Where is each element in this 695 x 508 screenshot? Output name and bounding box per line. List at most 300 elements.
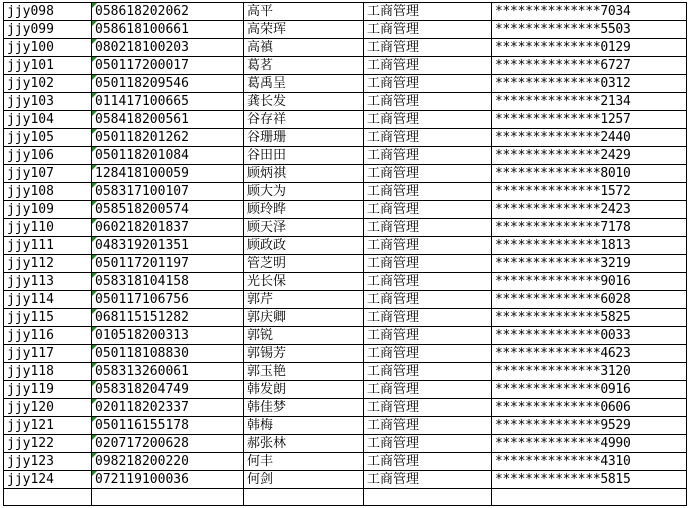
cell-department-text: 工商管理 xyxy=(367,382,420,397)
cell-id-number[interactable] xyxy=(492,237,687,255)
cell-id-number[interactable] xyxy=(492,435,687,453)
cell-student-name[interactable] xyxy=(244,273,364,291)
cell-department[interactable] xyxy=(364,183,492,201)
cell-student-name-text: 葛禹呈 xyxy=(247,76,287,91)
cell-student-name-text: 谷存祥 xyxy=(247,112,287,127)
cell-student-code[interactable] xyxy=(4,3,92,21)
cell-department-text: 工商管理 xyxy=(367,328,420,343)
cell-department[interactable] xyxy=(364,273,492,291)
cell-student-name-text: 高荣珲 xyxy=(247,22,287,37)
cell-department-text: 工商管理 xyxy=(367,148,420,163)
cell-exam-number-text: 050116155178 xyxy=(95,418,189,433)
cell-student-name[interactable] xyxy=(244,183,364,201)
cell-id-number[interactable] xyxy=(492,111,687,129)
cell-student-code-text: jjy107 xyxy=(7,166,54,181)
cell-id-number[interactable] xyxy=(492,273,687,291)
cell-id-number-empty[interactable] xyxy=(492,489,687,506)
cell-student-name-text: 顾玲晔 xyxy=(247,202,287,217)
cell-exam-number-text: 080218100203 xyxy=(95,40,189,55)
cell-student-code-empty[interactable] xyxy=(4,489,92,506)
cell-student-code-text: jjy105 xyxy=(7,130,54,145)
cell-id-number-text: **************7034 xyxy=(495,4,631,19)
cell-id-number[interactable] xyxy=(492,165,687,183)
cell-student-name-text: 顾大为 xyxy=(247,184,287,199)
cell-exam-number[interactable] xyxy=(92,129,244,147)
table-row xyxy=(4,291,687,309)
cell-student-code[interactable] xyxy=(4,39,92,57)
text-number-indicator-icon xyxy=(92,363,97,368)
cell-student-code-text: jjy111 xyxy=(7,238,54,253)
cell-id-number-text: **************9016 xyxy=(495,274,631,289)
cell-exam-number[interactable] xyxy=(92,255,244,273)
cell-id-number[interactable] xyxy=(492,183,687,201)
cell-id-number-text: **************0129 xyxy=(495,40,631,55)
cell-student-code-text: jjy120 xyxy=(7,400,54,415)
text-number-indicator-icon xyxy=(92,291,97,296)
cell-student-code[interactable] xyxy=(4,183,92,201)
cell-exam-number-text: 010518200313 xyxy=(95,328,189,343)
cell-student-code[interactable] xyxy=(4,435,92,453)
cell-exam-number-text: 058318204749 xyxy=(95,382,189,397)
cell-exam-number[interactable] xyxy=(92,237,244,255)
cell-student-code-text: jjy100 xyxy=(7,40,54,55)
cell-exam-number-text: 050118108830 xyxy=(95,346,189,361)
cell-student-code-text: jjy106 xyxy=(7,148,54,163)
cell-student-name-text: 管芝明 xyxy=(247,256,287,271)
table-row xyxy=(4,93,687,111)
table-row xyxy=(4,111,687,129)
cell-department[interactable] xyxy=(364,417,492,435)
cell-student-name[interactable] xyxy=(244,201,364,219)
cell-id-number[interactable] xyxy=(492,75,687,93)
cell-id-number[interactable] xyxy=(492,327,687,345)
cell-id-number-text: **************5815 xyxy=(495,472,631,487)
cell-student-name-text: 郭锐 xyxy=(247,328,274,343)
cell-id-number[interactable] xyxy=(492,219,687,237)
cell-student-name-text: 谷田田 xyxy=(247,148,287,163)
cell-exam-number[interactable] xyxy=(92,399,244,417)
data-table xyxy=(3,2,687,506)
table-row xyxy=(4,255,687,273)
cell-exam-number-text: 060218201837 xyxy=(95,220,189,235)
cell-department-text: 工商管理 xyxy=(367,454,420,469)
cell-department[interactable] xyxy=(364,345,492,363)
table-row xyxy=(4,183,687,201)
cell-id-number-text: **************0916 xyxy=(495,382,631,397)
cell-student-code-text: jjy104 xyxy=(7,112,54,127)
text-number-indicator-icon xyxy=(92,327,97,332)
cell-student-name-text: 光长保 xyxy=(247,274,287,289)
cell-student-code-text: jjy103 xyxy=(7,94,54,109)
cell-department-text: 工商管理 xyxy=(367,400,420,415)
table-row xyxy=(4,237,687,255)
cell-id-number[interactable] xyxy=(492,21,687,39)
cell-id-number-text: **************6028 xyxy=(495,292,631,307)
cell-student-code[interactable] xyxy=(4,381,92,399)
cell-department-empty[interactable] xyxy=(364,489,492,506)
cell-student-name[interactable] xyxy=(244,291,364,309)
cell-department[interactable] xyxy=(364,399,492,417)
cell-student-name[interactable] xyxy=(244,129,364,147)
cell-student-name[interactable] xyxy=(244,165,364,183)
cell-id-number[interactable] xyxy=(492,147,687,165)
cell-student-name-text: 郭锡芳 xyxy=(247,346,287,361)
cell-student-code[interactable] xyxy=(4,219,92,237)
table-row xyxy=(4,381,687,399)
cell-department[interactable] xyxy=(364,453,492,471)
cell-id-number[interactable] xyxy=(492,471,687,489)
cell-exam-number[interactable] xyxy=(92,273,244,291)
text-number-indicator-icon xyxy=(92,309,97,314)
cell-id-number-text: **************8010 xyxy=(495,166,631,181)
table-row xyxy=(4,21,687,39)
cell-student-code-text: jjy112 xyxy=(7,256,54,271)
text-number-indicator-icon xyxy=(92,183,97,188)
cell-exam-number[interactable] xyxy=(92,435,244,453)
cell-id-number-text: **************0033 xyxy=(495,328,631,343)
cell-student-code-text: jjy114 xyxy=(7,292,54,307)
table-row xyxy=(4,453,687,471)
cell-exam-number-text: 058518200574 xyxy=(95,202,189,217)
cell-department-text: 工商管理 xyxy=(367,76,420,91)
cell-student-code[interactable] xyxy=(4,399,92,417)
cell-exam-number[interactable] xyxy=(92,147,244,165)
cell-exam-number[interactable] xyxy=(92,291,244,309)
cell-student-code-text: jjy123 xyxy=(7,454,54,469)
text-number-indicator-icon xyxy=(92,93,97,98)
cell-student-name[interactable] xyxy=(244,327,364,345)
cell-exam-number[interactable] xyxy=(92,327,244,345)
cell-student-name[interactable] xyxy=(244,381,364,399)
table-row xyxy=(4,57,687,75)
cell-id-number-text: **************9529 xyxy=(495,418,631,433)
cell-student-name[interactable] xyxy=(244,57,364,75)
cell-department-text: 工商管理 xyxy=(367,202,420,217)
text-number-indicator-icon xyxy=(92,129,97,134)
table-row xyxy=(4,417,687,435)
cell-student-name-text: 顾政政 xyxy=(247,238,287,253)
text-number-indicator-icon xyxy=(92,111,97,116)
cell-exam-number-text: 058313260061 xyxy=(95,364,189,379)
cell-department[interactable] xyxy=(364,363,492,381)
cell-id-number[interactable] xyxy=(492,57,687,75)
cell-department[interactable] xyxy=(364,129,492,147)
cell-student-code[interactable] xyxy=(4,201,92,219)
cell-student-name[interactable] xyxy=(244,417,364,435)
cell-exam-number[interactable] xyxy=(92,93,244,111)
table-row xyxy=(4,327,687,345)
cell-department[interactable] xyxy=(364,39,492,57)
cell-id-number-text: **************4990 xyxy=(495,436,631,451)
cell-student-code[interactable] xyxy=(4,273,92,291)
cell-student-name-text: 顾天泽 xyxy=(247,220,287,235)
cell-id-number-text: **************2429 xyxy=(495,148,631,163)
cell-student-code-text: jjy110 xyxy=(7,220,54,235)
cell-id-number[interactable] xyxy=(492,39,687,57)
cell-student-name[interactable] xyxy=(244,111,364,129)
table-row xyxy=(4,39,687,57)
table-row xyxy=(4,165,687,183)
cell-id-number-text: **************5503 xyxy=(495,22,631,37)
cell-student-name[interactable] xyxy=(244,309,364,327)
cell-student-code[interactable] xyxy=(4,417,92,435)
table-row xyxy=(4,3,687,21)
cell-department[interactable] xyxy=(364,291,492,309)
cell-exam-number-text: 011417100665 xyxy=(95,94,189,109)
cell-student-name-text: 郭芹 xyxy=(247,292,274,307)
cell-student-name-empty[interactable] xyxy=(244,489,364,506)
cell-department[interactable] xyxy=(364,201,492,219)
cell-department-text: 工商管理 xyxy=(367,40,420,55)
cell-department-text: 工商管理 xyxy=(367,472,420,487)
cell-department[interactable] xyxy=(364,147,492,165)
cell-student-name-text: 郝张林 xyxy=(247,436,287,451)
cell-student-name[interactable] xyxy=(244,93,364,111)
cell-exam-number[interactable] xyxy=(92,39,244,57)
cell-id-number-text: **************4623 xyxy=(495,346,631,361)
cell-exam-number-text: 098218200220 xyxy=(95,454,189,469)
cell-student-code[interactable] xyxy=(4,147,92,165)
cell-id-number[interactable] xyxy=(492,453,687,471)
table-row xyxy=(4,435,687,453)
cell-student-code[interactable] xyxy=(4,57,92,75)
cell-student-code-text: jjy101 xyxy=(7,58,54,73)
cell-department-text: 工商管理 xyxy=(367,256,420,271)
cell-student-code[interactable] xyxy=(4,327,92,345)
cell-exam-number-text: 050118201262 xyxy=(95,130,189,145)
cell-department-text: 工商管理 xyxy=(367,184,420,199)
cell-exam-number[interactable] xyxy=(92,309,244,327)
cell-student-code-text: jjy121 xyxy=(7,418,54,433)
cell-id-number[interactable] xyxy=(492,309,687,327)
cell-id-number[interactable] xyxy=(492,3,687,21)
cell-department[interactable] xyxy=(364,21,492,39)
cell-id-number[interactable] xyxy=(492,255,687,273)
cell-exam-number-text: 058418200561 xyxy=(95,112,189,127)
text-number-indicator-icon xyxy=(92,255,97,260)
cell-department[interactable] xyxy=(364,309,492,327)
cell-department-text: 工商管理 xyxy=(367,166,420,181)
cell-student-name[interactable] xyxy=(244,75,364,93)
table-row xyxy=(4,399,687,417)
cell-student-name-text: 高禛 xyxy=(247,40,274,55)
table-row xyxy=(4,471,687,489)
cell-department[interactable] xyxy=(364,219,492,237)
cell-student-name-text: 韩佳梦 xyxy=(247,400,287,415)
cell-id-number-text: **************2440 xyxy=(495,130,631,145)
cell-exam-number-empty[interactable] xyxy=(92,489,244,506)
cell-department[interactable] xyxy=(364,3,492,21)
table-row xyxy=(4,309,687,327)
cell-department[interactable] xyxy=(364,435,492,453)
cell-student-name[interactable] xyxy=(244,435,364,453)
cell-id-number-text: **************6727 xyxy=(495,58,631,73)
cell-student-code-text: jjy113 xyxy=(7,274,54,289)
cell-department[interactable] xyxy=(364,381,492,399)
text-number-indicator-icon xyxy=(92,237,97,242)
cell-id-number[interactable] xyxy=(492,345,687,363)
cell-student-code[interactable] xyxy=(4,21,92,39)
cell-department[interactable] xyxy=(364,471,492,489)
table-row xyxy=(4,201,687,219)
cell-id-number-text: **************3219 xyxy=(495,256,631,271)
cell-student-name[interactable] xyxy=(244,345,364,363)
cell-student-name[interactable] xyxy=(244,147,364,165)
cell-student-name-text: 郭玉艳 xyxy=(247,364,287,379)
cell-id-number-text: **************1572 xyxy=(495,184,631,199)
cell-id-number-text: **************3120 xyxy=(495,364,631,379)
text-number-indicator-icon xyxy=(92,3,97,8)
table-row xyxy=(4,219,687,237)
cell-student-name-text: 葛茗 xyxy=(247,58,274,73)
cell-department[interactable] xyxy=(364,93,492,111)
cell-student-name[interactable] xyxy=(244,219,364,237)
cell-student-name-text: 龚长发 xyxy=(247,94,287,109)
cell-department-text: 工商管理 xyxy=(367,292,420,307)
cell-student-name[interactable] xyxy=(244,363,364,381)
cell-exam-number[interactable] xyxy=(92,57,244,75)
cell-student-code[interactable] xyxy=(4,255,92,273)
cell-department-text: 工商管理 xyxy=(367,94,420,109)
cell-student-code[interactable] xyxy=(4,75,92,93)
cell-department-text: 工商管理 xyxy=(367,112,420,127)
cell-id-number[interactable] xyxy=(492,93,687,111)
cell-student-code-text: jjy117 xyxy=(7,346,54,361)
cell-id-number-text: **************1813 xyxy=(495,238,631,253)
cell-student-code[interactable] xyxy=(4,363,92,381)
cell-exam-number[interactable] xyxy=(92,183,244,201)
cell-student-code-text: jjy108 xyxy=(7,184,54,199)
cell-student-code-text: jjy116 xyxy=(7,328,54,343)
cell-student-name[interactable] xyxy=(244,39,364,57)
cell-id-number-text: **************1257 xyxy=(495,112,631,127)
cell-student-code-text: jjy122 xyxy=(7,436,54,451)
cell-department-text: 工商管理 xyxy=(367,220,420,235)
cell-id-number[interactable] xyxy=(492,417,687,435)
text-number-indicator-icon xyxy=(92,75,97,80)
table-row-empty xyxy=(4,489,687,506)
text-number-indicator-icon xyxy=(92,435,97,440)
table-row xyxy=(4,129,687,147)
cell-student-name[interactable] xyxy=(244,453,364,471)
cell-student-code[interactable] xyxy=(4,237,92,255)
table-body xyxy=(4,3,687,506)
cell-exam-number-text: 068115151282 xyxy=(95,310,189,325)
cell-exam-number-text: 050117201197 xyxy=(95,256,189,271)
cell-student-name-text: 高平 xyxy=(247,4,274,19)
cell-exam-number[interactable] xyxy=(92,417,244,435)
cell-student-code[interactable] xyxy=(4,471,92,489)
cell-department-text: 工商管理 xyxy=(367,436,420,451)
table-row xyxy=(4,363,687,381)
cell-department-text: 工商管理 xyxy=(367,346,420,361)
cell-department[interactable] xyxy=(364,165,492,183)
cell-student-name[interactable] xyxy=(244,399,364,417)
cell-id-number[interactable] xyxy=(492,291,687,309)
cell-student-code[interactable] xyxy=(4,129,92,147)
cell-exam-number[interactable] xyxy=(92,471,244,489)
text-number-indicator-icon xyxy=(92,39,97,44)
cell-student-name-text: 何剑 xyxy=(247,472,274,487)
cell-exam-number-text: 020717200628 xyxy=(95,436,189,451)
cell-department[interactable] xyxy=(364,75,492,93)
cell-exam-number[interactable] xyxy=(92,21,244,39)
cell-exam-number-text: 058317100107 xyxy=(95,184,189,199)
cell-exam-number[interactable] xyxy=(92,345,244,363)
cell-exam-number[interactable] xyxy=(92,453,244,471)
cell-id-number-text: **************2134 xyxy=(495,94,631,109)
cell-department[interactable] xyxy=(364,57,492,75)
cell-student-code[interactable] xyxy=(4,309,92,327)
cell-department-text: 工商管理 xyxy=(367,58,420,73)
cell-department[interactable] xyxy=(364,255,492,273)
cell-exam-number-text: 050118209546 xyxy=(95,76,189,91)
cell-department-text: 工商管理 xyxy=(367,310,420,325)
cell-student-code-text: jjy098 xyxy=(7,4,54,19)
text-number-indicator-icon xyxy=(92,417,97,422)
cell-id-number[interactable] xyxy=(492,129,687,147)
text-number-indicator-icon xyxy=(92,165,97,170)
cell-department[interactable] xyxy=(364,327,492,345)
cell-student-code[interactable] xyxy=(4,111,92,129)
cell-student-name-text: 顾炳祺 xyxy=(247,166,287,181)
cell-id-number[interactable] xyxy=(492,363,687,381)
cell-student-code-text: jjy099 xyxy=(7,22,54,37)
table-row xyxy=(4,147,687,165)
cell-student-code[interactable] xyxy=(4,291,92,309)
cell-id-number-text: **************7178 xyxy=(495,220,631,235)
cell-exam-number[interactable] xyxy=(92,201,244,219)
cell-student-name[interactable] xyxy=(244,471,364,489)
text-number-indicator-icon xyxy=(92,453,97,458)
text-number-indicator-icon xyxy=(92,219,97,224)
cell-student-name[interactable] xyxy=(244,255,364,273)
cell-department[interactable] xyxy=(364,237,492,255)
cell-student-code[interactable] xyxy=(4,165,92,183)
cell-student-name-text: 韩梅 xyxy=(247,418,274,433)
cell-exam-number[interactable] xyxy=(92,165,244,183)
cell-department-text: 工商管理 xyxy=(367,418,420,433)
cell-exam-number-text: 048319201351 xyxy=(95,238,189,253)
cell-student-code[interactable] xyxy=(4,453,92,471)
cell-exam-number[interactable] xyxy=(92,363,244,381)
cell-student-code[interactable] xyxy=(4,345,92,363)
cell-exam-number-text: 128418100059 xyxy=(95,166,189,181)
cell-student-name[interactable] xyxy=(244,237,364,255)
cell-id-number[interactable] xyxy=(492,201,687,219)
cell-exam-number-text: 050117200017 xyxy=(95,58,189,73)
cell-student-name[interactable] xyxy=(244,21,364,39)
cell-exam-number[interactable] xyxy=(92,111,244,129)
cell-student-code-text: jjy119 xyxy=(7,382,54,397)
cell-exam-number-text: 050118201084 xyxy=(95,148,189,163)
cell-student-code[interactable] xyxy=(4,93,92,111)
cell-id-number[interactable] xyxy=(492,381,687,399)
cell-student-code-text: jjy102 xyxy=(7,76,54,91)
cell-exam-number[interactable] xyxy=(92,75,244,93)
cell-department-text: 工商管理 xyxy=(367,364,420,379)
cell-exam-number[interactable] xyxy=(92,219,244,237)
cell-id-number-text: **************0606 xyxy=(495,400,631,415)
cell-department[interactable] xyxy=(364,111,492,129)
cell-id-number-text: **************4310 xyxy=(495,454,631,469)
cell-student-code-text: jjy109 xyxy=(7,202,54,217)
cell-exam-number[interactable] xyxy=(92,381,244,399)
cell-id-number[interactable] xyxy=(492,399,687,417)
cell-exam-number[interactable] xyxy=(92,3,244,21)
text-number-indicator-icon xyxy=(92,201,97,206)
cell-student-name[interactable] xyxy=(244,3,364,21)
